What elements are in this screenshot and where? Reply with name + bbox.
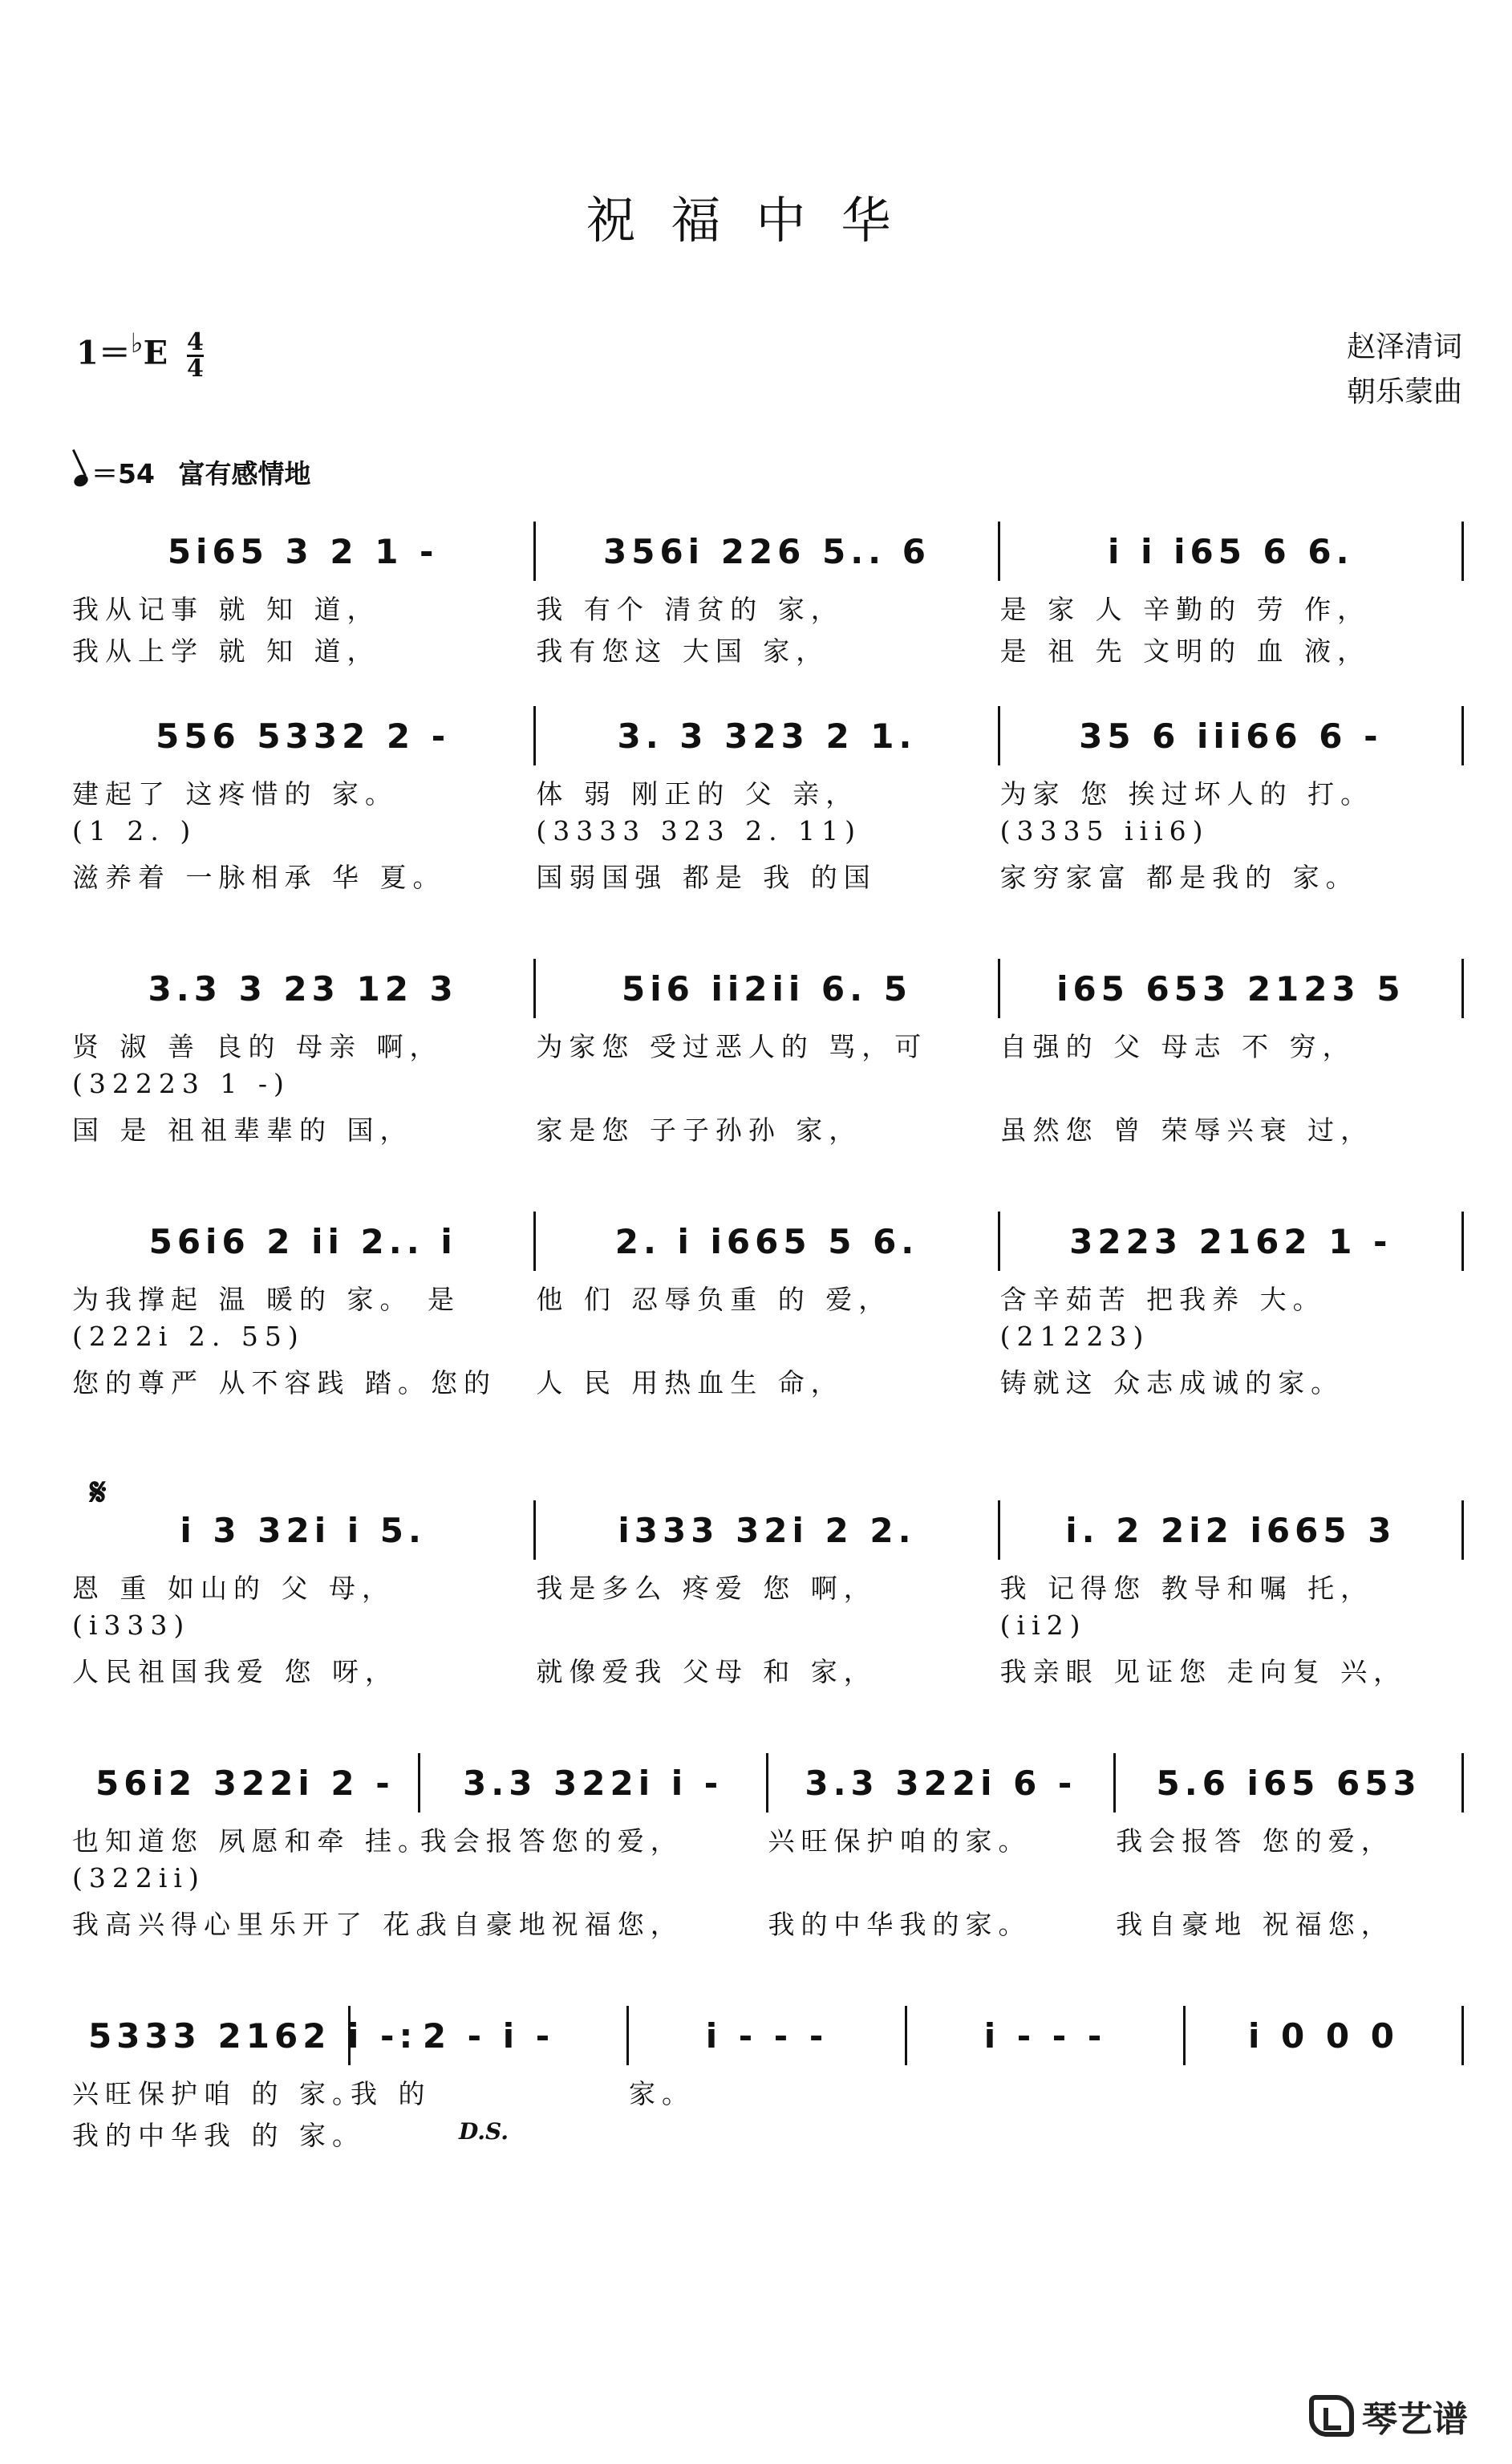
lyric-line-1 [72, 770, 1464, 812]
logo-text: 琴艺谱 [1362, 2399, 1468, 2440]
lyric-segment: 我会报答您的爱， [420, 1825, 683, 1857]
measure [72, 1500, 536, 1560]
score-system [72, 522, 1464, 669]
measure-notes: 3.3 322i i - [463, 1763, 724, 1803]
measure-notes: 356i 226 5.. 6 [603, 531, 930, 571]
measure-notes: i i i65 6 6. [1108, 531, 1354, 571]
lyric-segment: 家。 [629, 2078, 695, 2109]
staff-line [72, 1753, 1464, 1817]
lyric-line-1 [72, 2070, 1464, 2112]
logo-mark-icon [1309, 2395, 1354, 2437]
lyric-line-2 [72, 627, 1464, 669]
score-system [72, 1753, 1464, 1942]
lyric-segment: 体 弱 刚正的 父 亲， [536, 778, 859, 810]
measure-notes: i 3 32i i 5. [180, 1510, 426, 1550]
lyric-segment: 我的中华我的家。 [768, 1909, 1032, 1940]
lyric-segment: 他 们 忍辱负重 的 爱， [536, 1284, 892, 1315]
credits [1347, 325, 1462, 415]
tempo-expression: 富有感情地 [178, 458, 311, 489]
time-signature-bottom: 4 [187, 354, 204, 383]
song-title: 祝福中华 [586, 191, 926, 250]
lyric-segment: 国弱国强 都是 我 的国 [536, 862, 877, 893]
measure-notes: 5333 2162 i -: [88, 2015, 418, 2056]
measure-notes: 5.6 i65 653 [1156, 1763, 1421, 1803]
lyric-segment: 是 家 人 辛勤的 劳 作， [999, 594, 1371, 625]
lyric-interlude [72, 1065, 1464, 1106]
measure-notes: i65 653 2123 5 [1056, 968, 1405, 1009]
measure [72, 2006, 418, 2065]
score-system [72, 706, 1464, 895]
measure [629, 2006, 907, 2065]
lyricist: 赵泽清词 [1346, 331, 1462, 363]
lyric-line-1 [72, 586, 1464, 627]
lyric-segment: 我高兴得心里乐开了 花。 [72, 1909, 449, 1940]
measure-notes: 3.3 322i 6 - [805, 1763, 1077, 1803]
measure-notes: 3.3 3 23 12 3 [148, 968, 458, 1009]
staff-line [72, 1212, 1464, 1276]
staff-line [72, 1500, 1464, 1565]
lyric-segment: (222i 2. 55) [72, 1321, 305, 1352]
measure [536, 1500, 999, 1560]
measure [1000, 959, 1464, 1018]
lyric-line-2 [72, 1901, 1464, 1942]
measure-notes: 2 - i - [422, 2015, 555, 2056]
lyric-segment: 我 记得您 教导和嘱 托， [999, 1573, 1374, 1604]
lyric-line-1 [72, 1023, 1464, 1065]
measure-notes: 3. 3 323 2 1. [617, 716, 917, 756]
lyric-interlude [72, 1317, 1464, 1359]
lyric-segment: 虽然您 曾 荣辱兴衰 过， [999, 1114, 1374, 1146]
lyric-line-1 [72, 1565, 1464, 1606]
lyric-segment: 建起了 这疼惜的 家。 [72, 778, 398, 810]
measure-notes: 2. i i665 5 6. [614, 1221, 919, 1261]
lyric-segment: 自强的 父 母志 不 穷， [999, 1031, 1356, 1062]
measure [420, 1753, 768, 1812]
lyric-segment: 我亲眼 见证您 走向复 兴， [999, 1656, 1407, 1687]
lyric-line-1 [72, 1817, 1464, 1859]
measure [1000, 1500, 1464, 1560]
score-system [72, 959, 1464, 1148]
key-tonic: E [143, 334, 168, 372]
measure-notes: i. 2 2i2 i665 3 [1065, 1510, 1396, 1550]
lyric-segment: 为家 您 挨过坏人的 打。 [999, 778, 1374, 810]
time-signature-top: 4 [187, 327, 204, 356]
measure [907, 2006, 1186, 2065]
measure-notes: 3223 2162 1 - [1069, 1221, 1392, 1261]
lyric-segment: 我有您这 大国 家， [536, 635, 829, 667]
lyric-segment: 兴旺保护咱的家。 [768, 1825, 1032, 1857]
lyric-segment: 恩 重 如山的 父 母， [72, 1573, 395, 1604]
lyric-segment: 我自豪地祝福您， [420, 1909, 683, 1940]
lyric-segment: 含辛茹苦 把我养 大。 [999, 1284, 1326, 1315]
quarter-note-icon [72, 473, 90, 489]
lyric-line-2 [72, 2112, 1464, 2153]
measure [1186, 2006, 1464, 2065]
measure-notes: 56i2 322i 2 - [95, 1763, 395, 1803]
measure [536, 706, 999, 765]
score-system [72, 2006, 1464, 2153]
measure-notes: 56i6 2 ii 2.. i [148, 1221, 457, 1261]
lyric-segment: (1 2. ) [72, 815, 197, 846]
lyric-segment: 贤 淑 善 良的 母亲 啊， [72, 1031, 443, 1062]
measure-notes: 35 6 iii66 6 - [1079, 716, 1383, 756]
measure-notes: i - - - [983, 2015, 1107, 2056]
lyric-interlude [72, 1606, 1464, 1648]
lyric-interlude [72, 812, 1464, 854]
lyric-segment: 我从上学 就 知 道， [72, 635, 380, 667]
key-prefix: 1＝ [76, 334, 131, 372]
measure [1116, 1753, 1464, 1812]
lyric-segment: 我 的 [351, 2078, 432, 2109]
lyric-segment: (3333 323 2. 11) [536, 815, 861, 846]
lyric-segment: (3335 iii6) [999, 815, 1210, 846]
lyric-segment: 我从记事 就 知 道， [72, 594, 380, 625]
measure-notes: i333 32i 2 2. [618, 1510, 916, 1550]
flat-sign: ♭ [130, 327, 144, 359]
measure [536, 959, 999, 1018]
lyric-line-1 [72, 1276, 1464, 1317]
lyric-segment: (32223 1 -) [72, 1068, 290, 1099]
lyric-segment: 家穷家富 都是我的 家。 [999, 862, 1359, 893]
measure-notes: 556 5332 2 - [156, 716, 451, 756]
lyric-segment: 我 有个 清贫的 家， [536, 594, 844, 625]
lyric-segment: (i333) [72, 1610, 191, 1641]
measure [72, 1212, 536, 1271]
lyric-segment: (ii2) [999, 1610, 1087, 1641]
lyric-line-2 [72, 854, 1464, 895]
measure [72, 522, 536, 581]
lyric-segment: 兴旺保护咱 的 家。 [72, 2078, 365, 2109]
lyric-segment: 为我撑起 温 暖的 家。 是 [72, 1284, 460, 1315]
measure-notes: 5i6 ii2ii 6. 5 [622, 968, 912, 1009]
dal-segno-mark: D.S. [459, 2118, 509, 2145]
tempo-value: ＝54 [91, 458, 155, 489]
measure [72, 1753, 420, 1812]
measure [536, 1212, 999, 1271]
measure [351, 2006, 629, 2065]
lyric-segment: 铸就这 众志成诚的家。 [999, 1367, 1344, 1398]
measure [72, 706, 536, 765]
measure-notes: 5i65 3 2 1 - [167, 531, 439, 571]
lyric-segment: 家是您 子子孙孙 家， [536, 1114, 862, 1146]
tempo-marking [74, 453, 310, 491]
score-system [72, 1500, 1464, 1690]
staff-line [72, 959, 1464, 1023]
lyric-segment: 也知道您 夙愿和牵 挂。 [72, 1825, 431, 1857]
lyric-segment: 您的尊严 从不容践 踏。您的 [72, 1367, 497, 1398]
lyric-segment: 为家您 受过恶人的 骂，可 [536, 1031, 928, 1062]
measure [1000, 1212, 1464, 1271]
lyric-line-2 [72, 1359, 1464, 1401]
staff-line [72, 706, 1464, 770]
time-signature [187, 327, 204, 383]
lyric-segment: 我是多么 疼爱 您 啊， [536, 1573, 877, 1604]
lyric-segment: 人 民 用热血生 命， [536, 1367, 844, 1398]
lyric-segment: (21223) [999, 1321, 1150, 1352]
lyric-segment: 我自豪地 祝福您， [1116, 1909, 1394, 1940]
lyric-segment: 滋养着 一脉相承 华 夏。 [72, 862, 446, 893]
measure-notes: i - - - [705, 2015, 829, 2056]
lyric-line-2 [72, 1648, 1464, 1690]
measure [1000, 522, 1464, 581]
segno-sign: 𝄋 [90, 1470, 107, 1515]
key-signature [76, 327, 204, 381]
lyric-segment: 我会报答 您的爱， [1116, 1825, 1394, 1857]
lyric-segment: 是 祖 先 文明的 血 液， [999, 635, 1371, 667]
staff-line [72, 522, 1464, 586]
site-logo [1309, 2390, 1468, 2442]
lyric-segment: 国 是 祖祖辈辈的 国， [72, 1114, 413, 1146]
measure [768, 1753, 1117, 1812]
staff-line [72, 2006, 1464, 2070]
lyric-segment: 我的中华我 的 家。 [72, 2120, 365, 2151]
lyric-line-2 [72, 1106, 1464, 1148]
lyric-segment: 就像爱我 父母 和 家， [536, 1656, 877, 1687]
lyric-segment: 人民祖国我爱 您 呀， [72, 1656, 398, 1687]
lyric-segment: (322ii) [72, 1862, 205, 1894]
lyric-interlude [72, 1859, 1464, 1901]
measure-notes: i 0 0 0 [1248, 2015, 1399, 2056]
score-system [72, 1212, 1464, 1401]
measure [1000, 706, 1464, 765]
composer: 朝乐蒙曲 [1346, 375, 1462, 408]
measure [72, 959, 536, 1018]
measure [536, 522, 999, 581]
